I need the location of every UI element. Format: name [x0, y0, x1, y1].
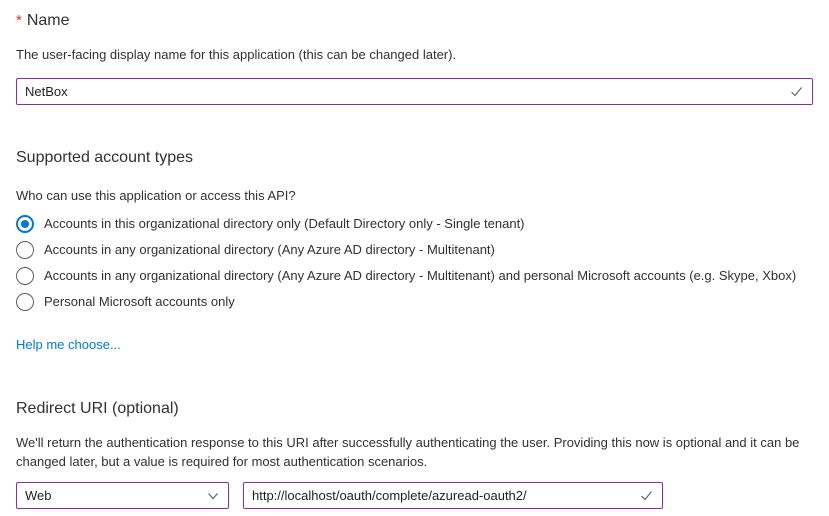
- help-me-choose-link[interactable]: Help me choose...: [16, 337, 121, 352]
- radio-option-personal-only[interactable]: [16, 289, 813, 315]
- app-name-input-value: NetBox: [25, 84, 68, 99]
- name-section-title: [16, 10, 813, 32]
- account-types-question: Who can use this application or access this API?: [16, 188, 296, 203]
- redirect-uri-row: [16, 482, 813, 509]
- account-types-section-title: Supported account types: [16, 149, 194, 166]
- radio-option-multitenant[interactable]: [16, 237, 813, 263]
- platform-select[interactable]: [16, 482, 229, 509]
- required-asterisk: *: [16, 12, 22, 29]
- radio-button-icon[interactable]: [16, 241, 34, 259]
- radio-option-multitenant-personal[interactable]: [16, 263, 813, 289]
- chevron-down-icon: [206, 489, 220, 503]
- radio-button-icon[interactable]: [16, 267, 34, 285]
- checkmark-icon: [639, 488, 654, 503]
- radio-option-label: Accounts in any organizational directory (Any Azure AD directory - Multitenant) and personal Microsoft accounts (e.g. Skype, Xbox): [44, 268, 797, 283]
- checkmark-icon: [789, 84, 804, 99]
- redirect-uri-input[interactable]: [243, 482, 663, 509]
- radio-option-single-tenant[interactable]: [16, 211, 813, 237]
- redirect-uri-description: We'll return the authentication response to this URI after successfully authenticating the user. Providing this now is optional and it can be changed later, but a value is required for most authentication scenarios.: [16, 435, 800, 469]
- platform-select-value: Web: [25, 488, 52, 503]
- name-description: The user-facing display name for this application (this can be changed later).: [16, 47, 457, 62]
- redirect-uri-section-title: Redirect URI (optional): [16, 400, 179, 417]
- name-section-title-text: Name: [26, 12, 70, 29]
- radio-button-icon[interactable]: [16, 293, 34, 311]
- radio-option-label: Accounts in this organizational directory only (Default Directory only - Single tenant): [44, 216, 525, 231]
- app-name-input[interactable]: [16, 78, 813, 105]
- radio-option-label: Accounts in any organizational directory (Any Azure AD directory - Multitenant): [44, 242, 495, 257]
- radio-button-icon[interactable]: [16, 215, 34, 233]
- redirect-uri-input-value: http://localhost/oauth/complete/azuread-oauth2/: [252, 488, 527, 503]
- account-types-radio-group: [16, 211, 813, 315]
- radio-option-label: Personal Microsoft accounts only: [44, 294, 235, 309]
